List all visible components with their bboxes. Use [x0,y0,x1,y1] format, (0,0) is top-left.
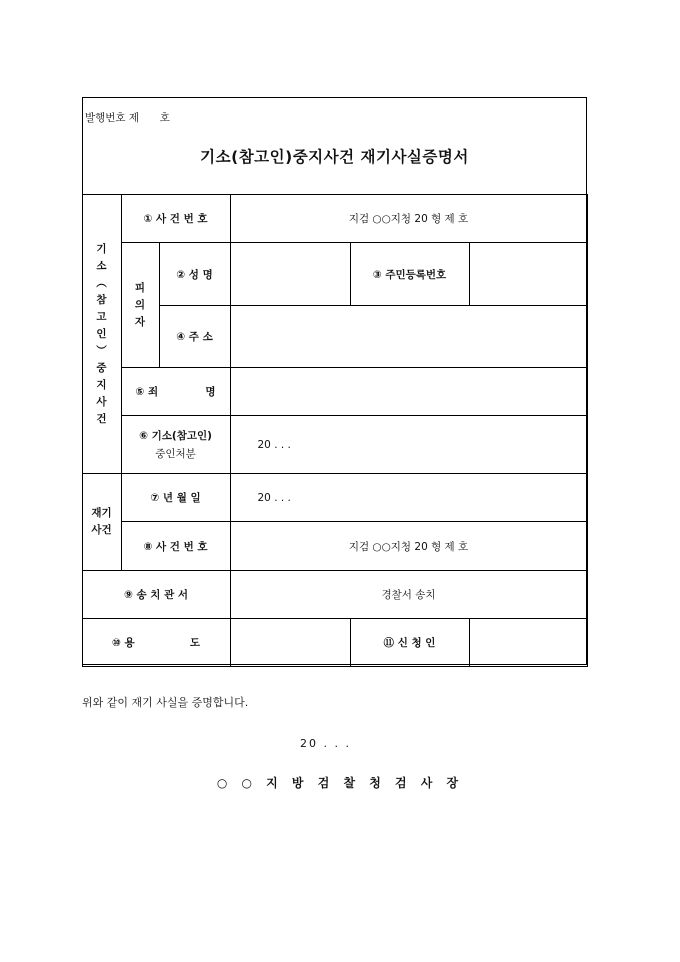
disposition-label [121,416,230,474]
issue-date: 20 . . . [300,737,351,750]
resumed-line1: 재기 [91,507,112,519]
form-table [82,194,588,667]
name-value[interactable] [230,243,350,306]
resident-number-value[interactable] [469,243,587,306]
resumed-line2: 사건 [91,524,112,536]
issue-number-suffix: 호 [159,112,170,124]
suspect-char: 의 [134,298,146,311]
sending-office-value[interactable]: 경찰서 송치 [230,571,587,619]
suspended-case-char: 참 [96,293,107,306]
group-label-suspect [121,243,159,368]
crime-label-part-b: 명 [205,386,216,398]
suspended-case-char: 고 [96,310,107,323]
disposition-label-line1: ⑥ 기소(참고인) [139,429,212,442]
crime-label-part-a: ⑤ 죄 [135,386,159,398]
purpose-value[interactable] [230,619,350,667]
resident-number-label: ③ 주민등록번호 [350,243,469,306]
purpose-label-part-a: ⑩ 용 [111,637,135,649]
disposition-label-line2: 중인처분 [155,447,196,460]
suspended-case-char: 지 [96,378,107,391]
case-number-value[interactable]: 지검 ○○지청 20 형 제 호 [230,195,587,243]
applicant-value[interactable] [469,619,587,667]
purpose-label-part-b: 도 [189,637,201,649]
issue-number [85,110,170,125]
suspended-case-char: 사 [96,395,107,408]
address-value[interactable] [230,306,587,368]
certificate-form [82,97,587,665]
suspended-case-char: ︵ [96,276,107,289]
case-number-2-value[interactable]: 지검 ○○지청 20 형 제 호 [230,522,587,571]
case-number-2-label: ⑧ 사 건 번 호 [121,522,230,571]
suspect-char: 피 [134,281,146,294]
disposition-date-value[interactable]: 20 . . . [230,416,587,474]
suspended-case-char: 중 [96,361,107,374]
certification-statement: 위와 같이 재기 사실을 증명합니다. [82,696,249,709]
crime-label [121,368,230,416]
issuing-authority: ○ ○ 지 방 검 찰 청 검 사 장 [216,776,464,790]
issue-number-label: 발행번호 제 [85,112,140,124]
document-title: 기소(참고인)중지사건 재기사실증명서 [200,148,469,166]
suspended-case-char: 소 [96,259,107,272]
date-value[interactable]: 20 . . . [230,474,587,522]
address-label: ④ 주 소 [159,306,230,368]
name-label: ② 성 명 [159,243,230,306]
applicant-label: ⑪ 신 청 인 [350,619,469,667]
group-label-resumed-case [82,474,121,571]
suspect-char: 자 [134,315,146,328]
case-number-label: ① 사 건 번 호 [121,195,230,243]
suspended-case-char: ︶ [96,344,107,357]
suspended-case-char: 건 [96,412,107,425]
purpose-label [82,619,230,667]
suspended-case-char: 인 [96,327,107,340]
sending-office-label: ⑨ 송 치 관 서 [82,571,230,619]
group-label-suspended-case [82,195,121,474]
date-label: ⑦ 년 월 일 [121,474,230,522]
crime-value[interactable] [230,368,587,416]
suspended-case-char: 기 [96,242,107,255]
